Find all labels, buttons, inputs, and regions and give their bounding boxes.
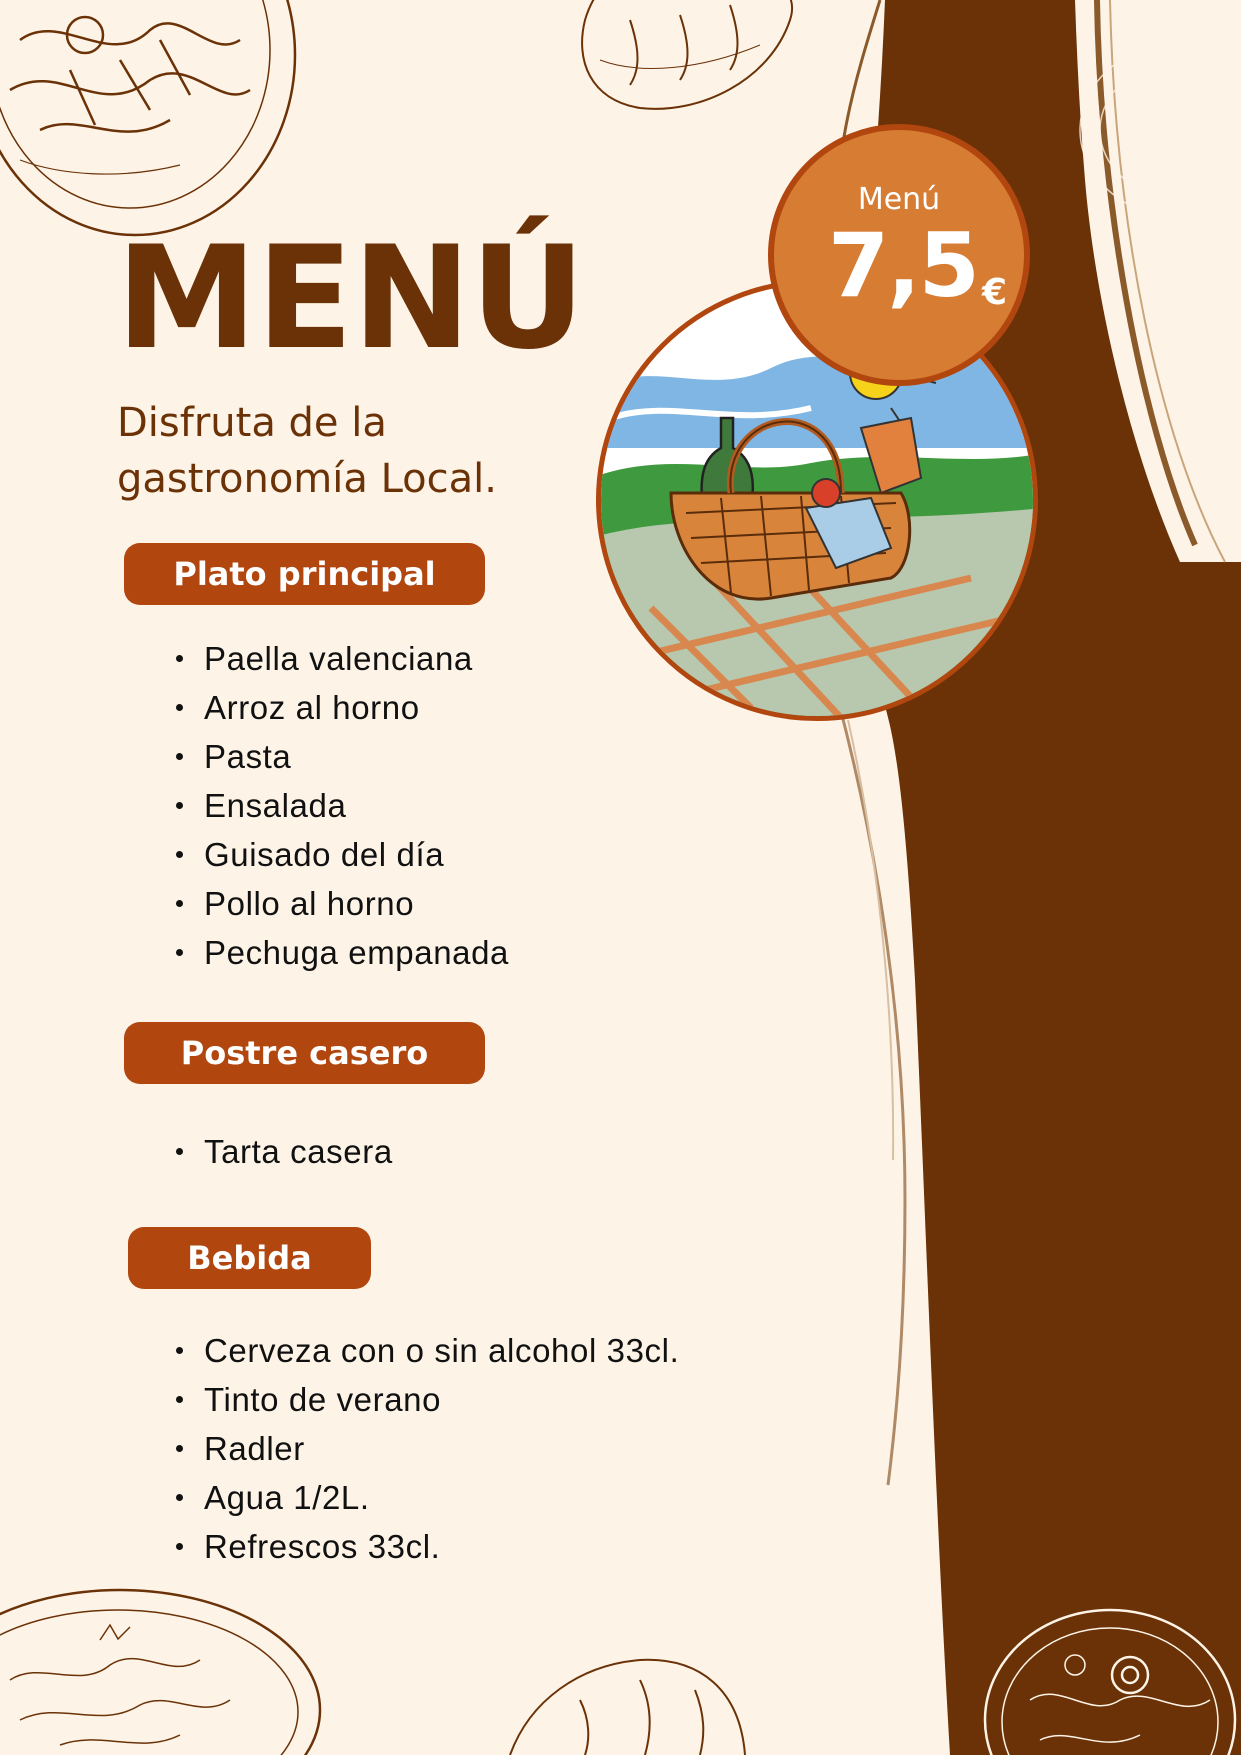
dessert-list	[118, 1127, 393, 1176]
price-currency: €	[982, 272, 1008, 313]
list-item: Pollo al horno	[204, 879, 509, 928]
section-heading-dessert: Postre casero	[124, 1022, 485, 1084]
list-item: Refrescos 33cl.	[204, 1522, 679, 1571]
section-heading-drinks: Bebida	[128, 1227, 371, 1289]
section-heading-main: Plato principal	[124, 543, 485, 605]
bread-sketch-top	[582, 0, 792, 109]
list-item: Arroz al horno	[204, 683, 509, 732]
list-item: Pechuga empanada	[204, 928, 509, 977]
main-dishes-list	[118, 634, 509, 977]
list-item: Agua 1/2L.	[204, 1473, 679, 1522]
rice-plate-sketch	[0, 1590, 320, 1755]
list-item: Radler	[204, 1424, 679, 1473]
list-item: Guisado del día	[204, 830, 509, 879]
price-badge	[768, 124, 1030, 386]
menu-title: MENÚ	[116, 216, 585, 381]
list-item: Tarta casera	[204, 1127, 393, 1176]
list-item: Ensalada	[204, 781, 509, 830]
bread-sketch-bottom	[510, 1660, 745, 1755]
menu-subtitle: Disfruta de la gastronomía Local.	[117, 400, 497, 502]
list-item: Tinto de verano	[204, 1375, 679, 1424]
price-badge-label: Menú	[857, 182, 941, 217]
list-item: Pasta	[204, 732, 509, 781]
list-item: Paella valenciana	[204, 634, 509, 683]
pasta-plate-sketch	[0, 0, 295, 235]
list-item: Cerveza con o sin alcohol 33cl.	[204, 1326, 679, 1375]
drinks-list	[118, 1326, 679, 1571]
price-value: 7,5	[828, 214, 978, 317]
